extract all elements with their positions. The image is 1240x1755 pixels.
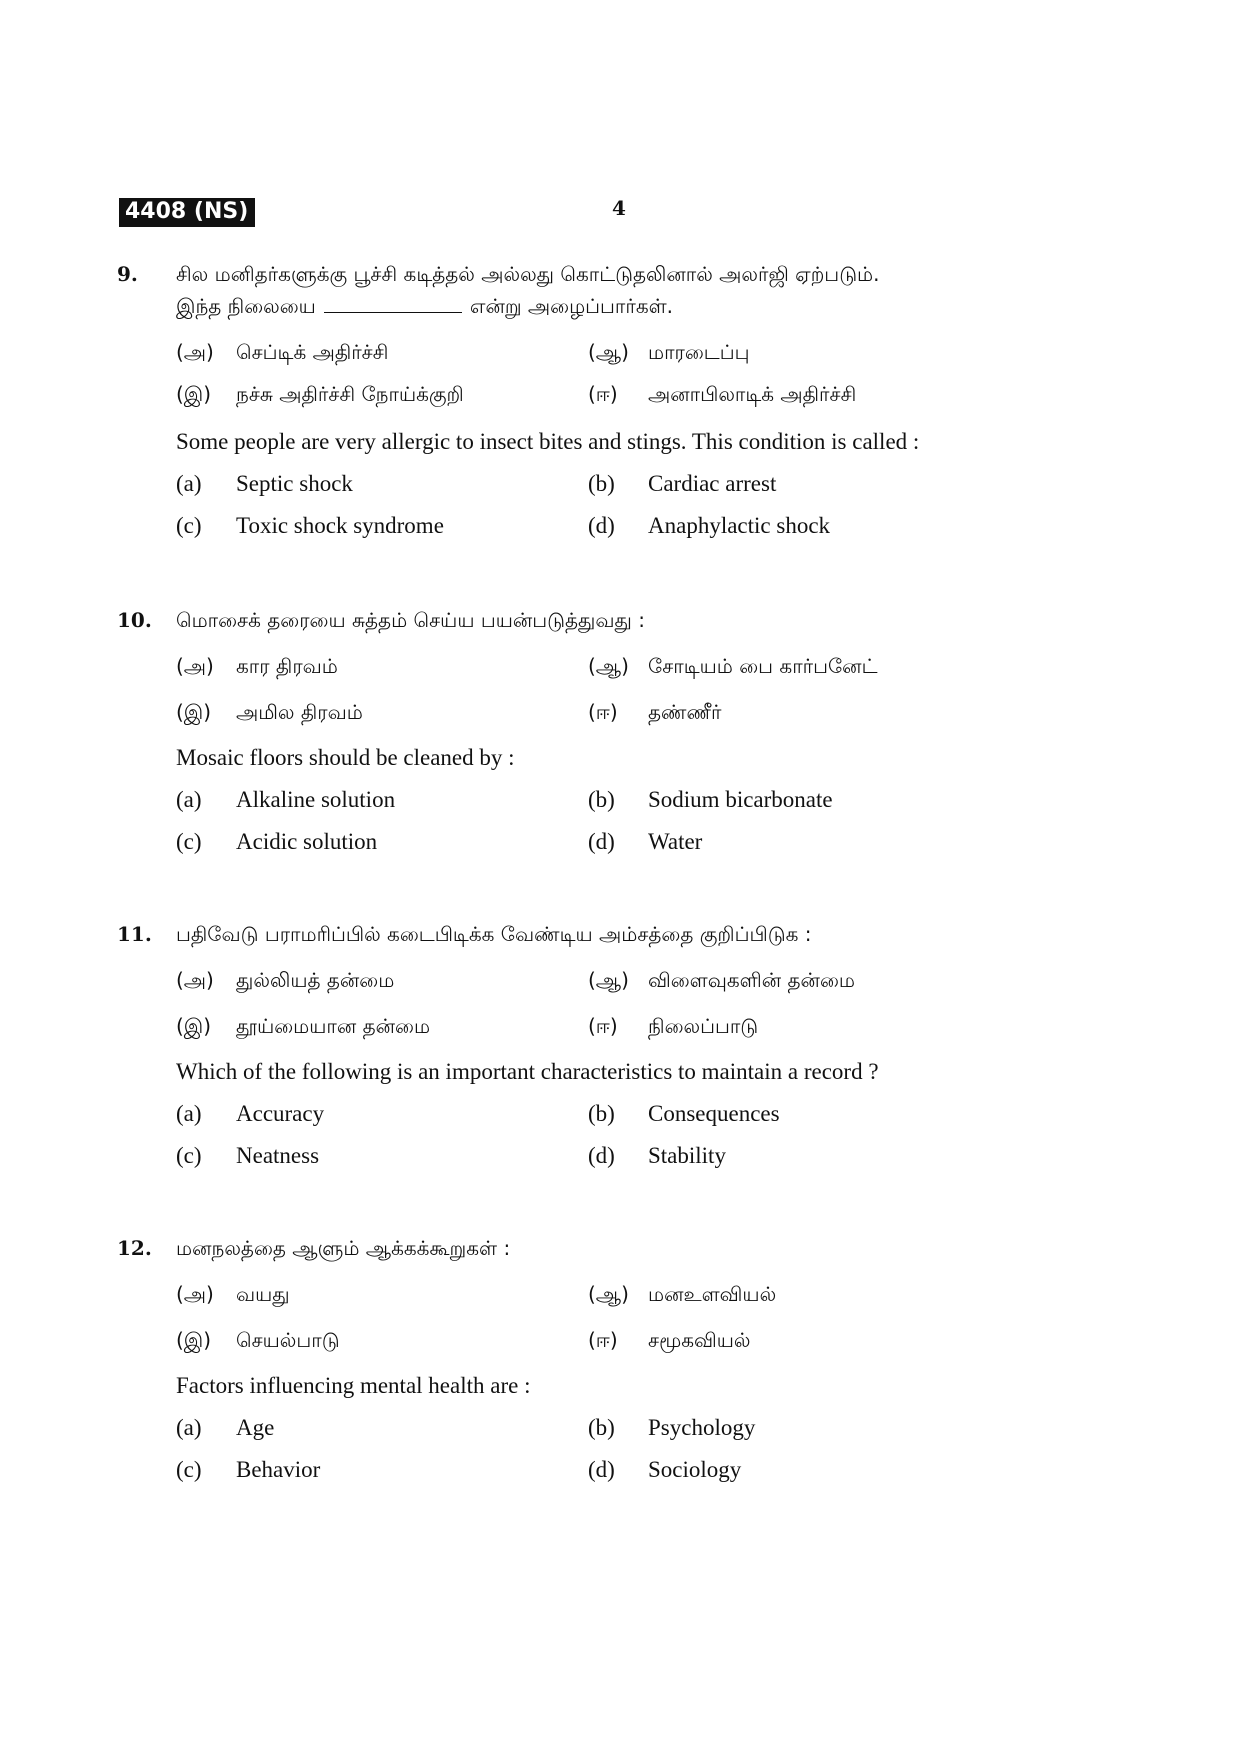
page-number: 4 bbox=[612, 196, 626, 220]
english-option-b: (b) Sodium bicarbonate bbox=[588, 787, 833, 812]
question-tamil-text: பதிவேடு பராமரிப்பில் கடைபிடிக்க வேண்டிய அம்சத்தை குறிப்பிடுக : bbox=[176, 922, 812, 946]
english-option-c: (c) Neatness bbox=[176, 1143, 320, 1168]
tamil-option-c: (இ) நச்சு அதிர்ச்சி நோய்க்குறி bbox=[176, 382, 464, 406]
blank-suffix: என்று அழைப்பார்கள். bbox=[469, 294, 674, 318]
question-english-text: Mosaic floors should be cleaned by : bbox=[176, 745, 515, 770]
question-english-text: Some people are very allergic to insect bites and stings. This condition is called : bbox=[176, 429, 920, 454]
paper-code-badge: 4408 (NS) bbox=[119, 198, 255, 227]
tamil-option-d: (ஈ) நிலைப்பாடு bbox=[588, 1014, 759, 1038]
tamil-option-b: (ஆ) சோடியம் பை கார்பனேட் bbox=[588, 654, 878, 678]
english-option-b: (b) Consequences bbox=[588, 1101, 780, 1126]
english-option-b: (b) Psychology bbox=[588, 1415, 756, 1440]
tamil-option-a: (அ) செப்டிக் அதிர்ச்சி bbox=[176, 340, 389, 364]
question-tamil-text: சில மனிதர்களுக்கு பூச்சி கடித்தல் அல்லது கொட்டுதலினால் அலர்ஜி ஏற்படும். bbox=[176, 262, 880, 286]
english-option-d: (d) Stability bbox=[588, 1143, 726, 1168]
tamil-option-d: (ஈ) அனாபிலாடிக் அதிர்ச்சி bbox=[588, 382, 857, 406]
english-option-a: (a) Alkaline solution bbox=[176, 787, 396, 812]
question-english-text: Factors influencing mental health are : bbox=[176, 1373, 531, 1398]
english-option-a: (a) Septic shock bbox=[176, 471, 353, 496]
english-option-a: (a) Age bbox=[176, 1415, 275, 1440]
question-number: 10. bbox=[117, 608, 152, 632]
tamil-option-a: (அ) துல்லியத் தன்மை bbox=[176, 968, 395, 992]
tamil-option-d: (ஈ) சமூகவியல் bbox=[588, 1328, 751, 1352]
tamil-option-c: (இ) செயல்பாடு bbox=[176, 1328, 340, 1352]
question-tamil-text: மொசைக் தரையை சுத்தம் செய்ய பயன்படுத்துவது : bbox=[176, 608, 645, 632]
question-tamil-text-line-2 bbox=[176, 290, 1136, 322]
question-number: 9. bbox=[117, 262, 138, 286]
tamil-option-b: (ஆ) மாரடைப்பு bbox=[588, 340, 750, 364]
english-option-a: (a) Accuracy bbox=[176, 1101, 325, 1126]
tamil-option-c: (இ) அமில திரவம் bbox=[176, 700, 363, 724]
tamil-option-a: (அ) கார திரவம் bbox=[176, 654, 338, 678]
question-tamil-text: மனநலத்தை ஆளும் ஆக்கக்கூறுகள் : bbox=[176, 1236, 511, 1260]
fill-in-blank bbox=[324, 294, 462, 313]
english-option-c: (c) Behavior bbox=[176, 1457, 321, 1482]
tamil-option-b: (ஆ) மனஉளவியல் bbox=[588, 1282, 777, 1306]
tamil-option-d: (ஈ) தண்ணீர் bbox=[588, 700, 722, 724]
blank-prefix: இந்த நிலையை bbox=[176, 294, 316, 318]
tamil-option-a: (அ) வயது bbox=[176, 1282, 290, 1306]
question-english-text: Which of the following is an important characteristics to maintain a record ? bbox=[176, 1059, 879, 1084]
tamil-option-c: (இ) தூய்மையான தன்மை bbox=[176, 1014, 431, 1038]
english-option-d: (d) Anaphylactic shock bbox=[588, 513, 831, 538]
tamil-option-b: (ஆ) விளைவுகளின் தன்மை bbox=[588, 968, 855, 992]
english-option-d: (d) Sociology bbox=[588, 1457, 742, 1482]
english-option-b: (b) Cardiac arrest bbox=[588, 471, 777, 496]
english-option-c: (c) Acidic solution bbox=[176, 829, 378, 854]
english-option-d: (d) Water bbox=[588, 829, 703, 854]
question-number: 12. bbox=[117, 1236, 152, 1260]
english-option-c: (c) Toxic shock syndrome bbox=[176, 513, 444, 538]
question-number: 11. bbox=[117, 922, 152, 946]
